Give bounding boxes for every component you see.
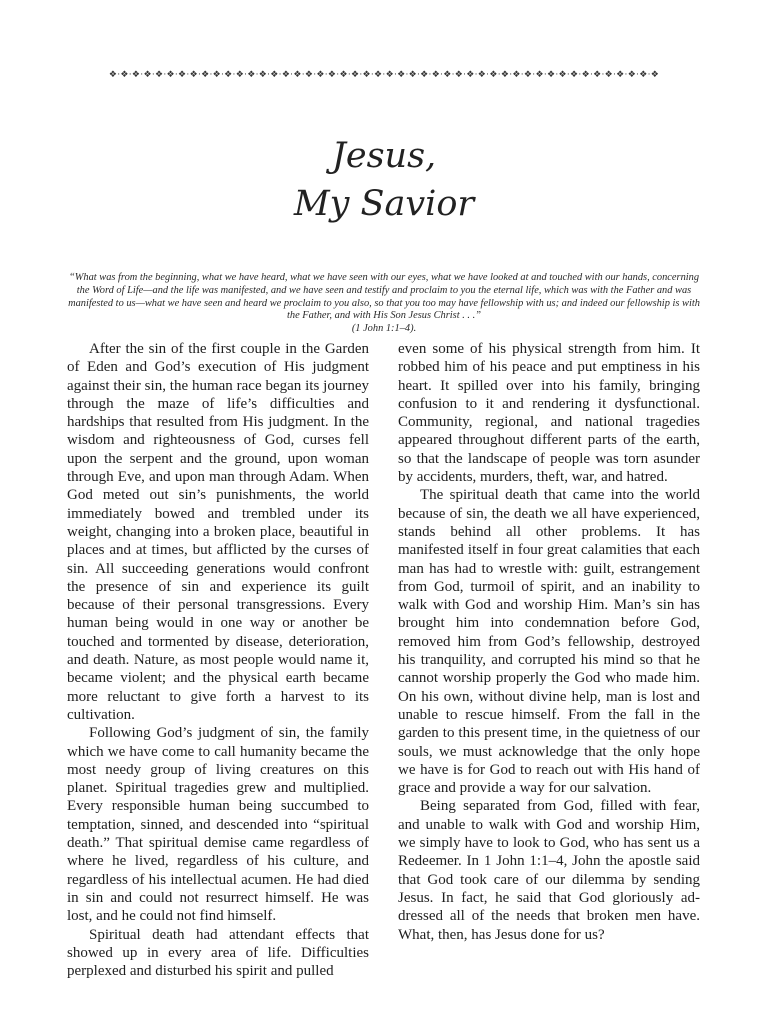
epigraph-quote: “What was from the beginning, what we have heard, what we have seen with our eyes, what we have looked at and touched with our hands, concerning the Word of Life—and the life was manifested, and we have seen and testify and proclaim to you the eternal life, which was with the Father and was manifested to us—what we have seen and heard we proclaim to you also, so that you too may have fellowship with us; and indeed our fellowship is with the Father, and with His Son Jesus Christ . . .” xyxy=(68,272,700,322)
epigraph-reference: (1 John 1:1–4). xyxy=(351,323,417,335)
body-column-left xyxy=(67,340,369,980)
chapter-title-line-1: Jesus, xyxy=(331,136,437,176)
paragraph-continued: even some of his physical strength from him. It robbed him of his peace and put emptiness in his heart. It spilled over into his family, bringing confusion to it and rendering it dysfunctional. Community, regional, and national tragedies appeared throughout different parts of the earth, so that the landscape of people was torn asunder by accidents, murders, theft, war, and hatred. xyxy=(398,341,700,486)
ornamental-rule: ❖·❖·❖·❖·❖·❖·❖·❖·❖·❖·❖·❖·❖·❖·❖·❖·❖·❖·❖·❖·❖·❖·❖·❖·❖·❖·❖·❖·❖·❖·❖·❖·❖·❖·❖·❖·❖·❖·❖·❖·❖·❖·❖·❖·❖·❖·❖·❖ xyxy=(108,70,660,80)
epigraph xyxy=(64,272,704,336)
paragraph: After the sin of the first couple in the Garden of Eden and God’s execution of His judgment against their sin, the human race began its journey through the maze of life’s difficulties and hardships that resulted from His judgment. In the wisdom and righteousness of God, curses fell upon the serpent and the ground, upon woman through Eve, and upon man through Adam. When God meted out sin’s punishments, the world immediately bowed and trembled under its weight, changing into a broken place, beautiful in places and at times, but afflicted by the curses of sin. All succeeding generations would confront the presence of sin and experience its guilt because of their personal transgressions. Every human being would in one way or another be touched and tormented by disease, deterioration, and death. Nature, as most people would name it, became violent; and the physical earth became more reluctant to give forth a harvest to its cultivation. xyxy=(67,341,369,723)
paragraph: Spiritual death had attendant effects that showed up in every area of life. Difficulties perplexed and disturbed his spirit and pulled xyxy=(67,926,369,980)
paragraph: Following God’s judgment of sin, the family which we have come to call humanity became the most needy group of living creatures on this planet. Spiritual tragedies grew and multiplied. Every responsible human being succumbed to temptation, sinned, and descended into “spiritual death.” That spiritual demise came regardless of where he lived, regardless of his culture, and regardless of his intellectual acumen. He had died in sin and could not resurrect himself. He was lost, and he could not find himself. xyxy=(67,725,369,925)
chapter-title-line-2: My Savior xyxy=(293,184,475,224)
paragraph: Being separated from God, filled with fear, and unable to walk with God and worship Him, we simply have to look to God, who has sent us a Redeemer. In 1 John 1:1–4, John the apostle said that God took care of our dilemma by sending Jesus. In fact, he said that God gloriously addressed all of the needs that broken men have. What, then, has Jesus done for us? xyxy=(398,798,700,943)
paragraph: The spiritual death that came into the world because of sin, the death we all have experienced, stands behind all other problems. It has manifested itself in four great calamities that each man has had to wrestle with: guilt, estrangement from God, turmoil of spirit, and an inability to walk with God and worship Him. Man’s sin has brought him into condemnation before God, removed him from God’s fellowship, destroyed his tranquility, and corrupted his mind so that he cannot worship properly the God who made him. On his own, without divine help, man is lost and unable to rescue himself. From the fall in the garden to this present time, in the quietness of our souls, we must acknowledge that the only hope we have is for God to reach out with His hand of grace and provide a way for our salvation. xyxy=(398,487,700,797)
body-column-right xyxy=(398,340,700,944)
